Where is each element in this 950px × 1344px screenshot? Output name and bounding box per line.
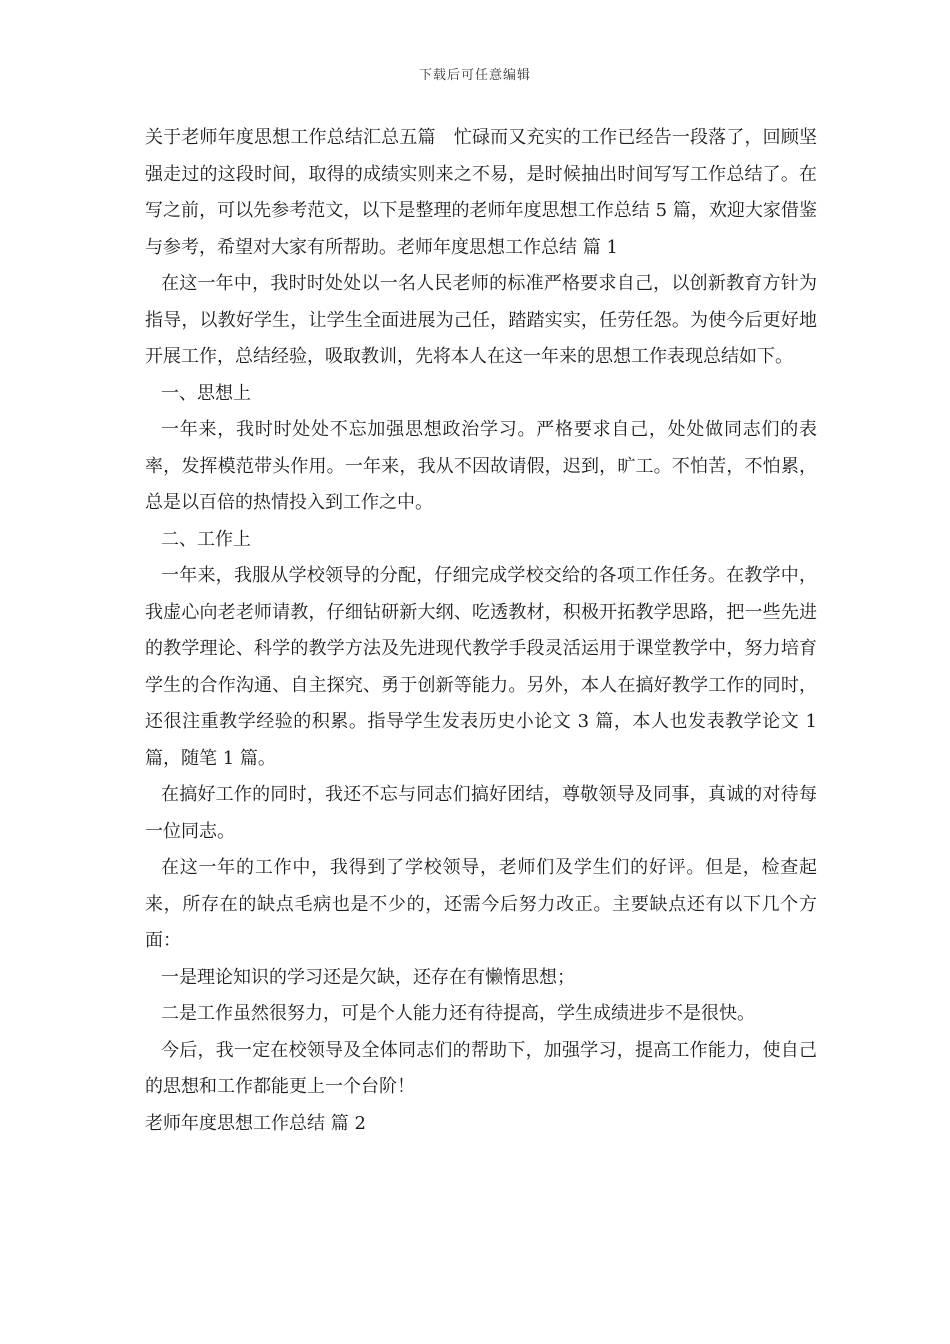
paragraph-7: 二是工作虽然很努力，可是个人能力还有待提高，学生成绩进步不是很快。	[161, 1003, 755, 1024]
section-heading-work: 二、工作上	[161, 528, 251, 550]
paragraph-5: 在这一年的工作中，我得到了学校领导，老师们及学生们的好评。但是，检查起来，所存在的缺点毛病也是不少的，还需今后努力改正。主要缺点还有以下几个方面：	[145, 857, 817, 951]
paragraph-6: 一是理论知识的学习还是欠缺，还存在有懒惰思想；	[161, 966, 575, 988]
page-header-note: 下载后可任意编辑	[418, 68, 531, 83]
paragraph-4: 在搞好工作的同时，我还不忘与同志们搞好团结，尊敬领导及同事，真诚的对待每一位同志。	[145, 784, 817, 842]
intro-paragraph: 关于老师年度思想工作总结汇总五篇 忙碌而又充实的工作已经告一段落了，回顾坚强走过的这段时间，取得的成绩实则来之不易，是时候抽出时间写写工作总结了。在写之前，可以先参考范文，以下是整理的老师年度思想工作总结 5 篇，欢迎大家借鉴与参考，希望对大家有所帮助。老师年度思想工作总结 篇 1	[145, 127, 817, 258]
paragraph-3: 一年来，我服从学校领导的分配，仔细完成学校交给的各项工作任务。在教学中，我虚心向老老师请教，仔细钻研新大纲、吃透教材，积极开拓教学思路，把一些先进的教学理论、科学的教学方法及先进现代教学手段灵活运用于课堂教学中，努力培育学生的合作沟通、自主探究、勇于创新等能力。另外，本人在搞好教学工作的同时，还很注重教学经验的积累。指导学生发表历史小论文 3 篇，本人也发表教学论文 1 篇，随笔 1 篇。	[145, 565, 817, 769]
next-section-title: 老师年度思想工作总结 篇 2	[145, 1112, 366, 1134]
document-body	[145, 120, 817, 1142]
paragraph-1: 在这一年中，我时时处处以一名人民老师的标准严格要求自己，以创新教育方针为指导，以教好学生，让学生全面进展为己任，踏踏实实，任劳任怨。为使今后更好地开展工作，总结经验，吸取教训，先将本人在这一年来的思想工作表现总结如下。	[145, 273, 817, 367]
paragraph-8: 今后，我一定在校领导及全体同志们的帮助下，加强学习，提高工作能力，使自己的思想和工作都能更上一个台阶！	[145, 1039, 817, 1097]
paragraph-2: 一年来，我时时处处不忘加强思想政治学习。严格要求自己，处处做同志们的表率，发挥模范带头作用。一年来，我从不因故请假，迟到，旷工。不怕苦，不怕累，总是以百倍的热情投入到工作之中。	[145, 419, 817, 513]
section-heading-thought: 一、思想上	[161, 382, 251, 404]
